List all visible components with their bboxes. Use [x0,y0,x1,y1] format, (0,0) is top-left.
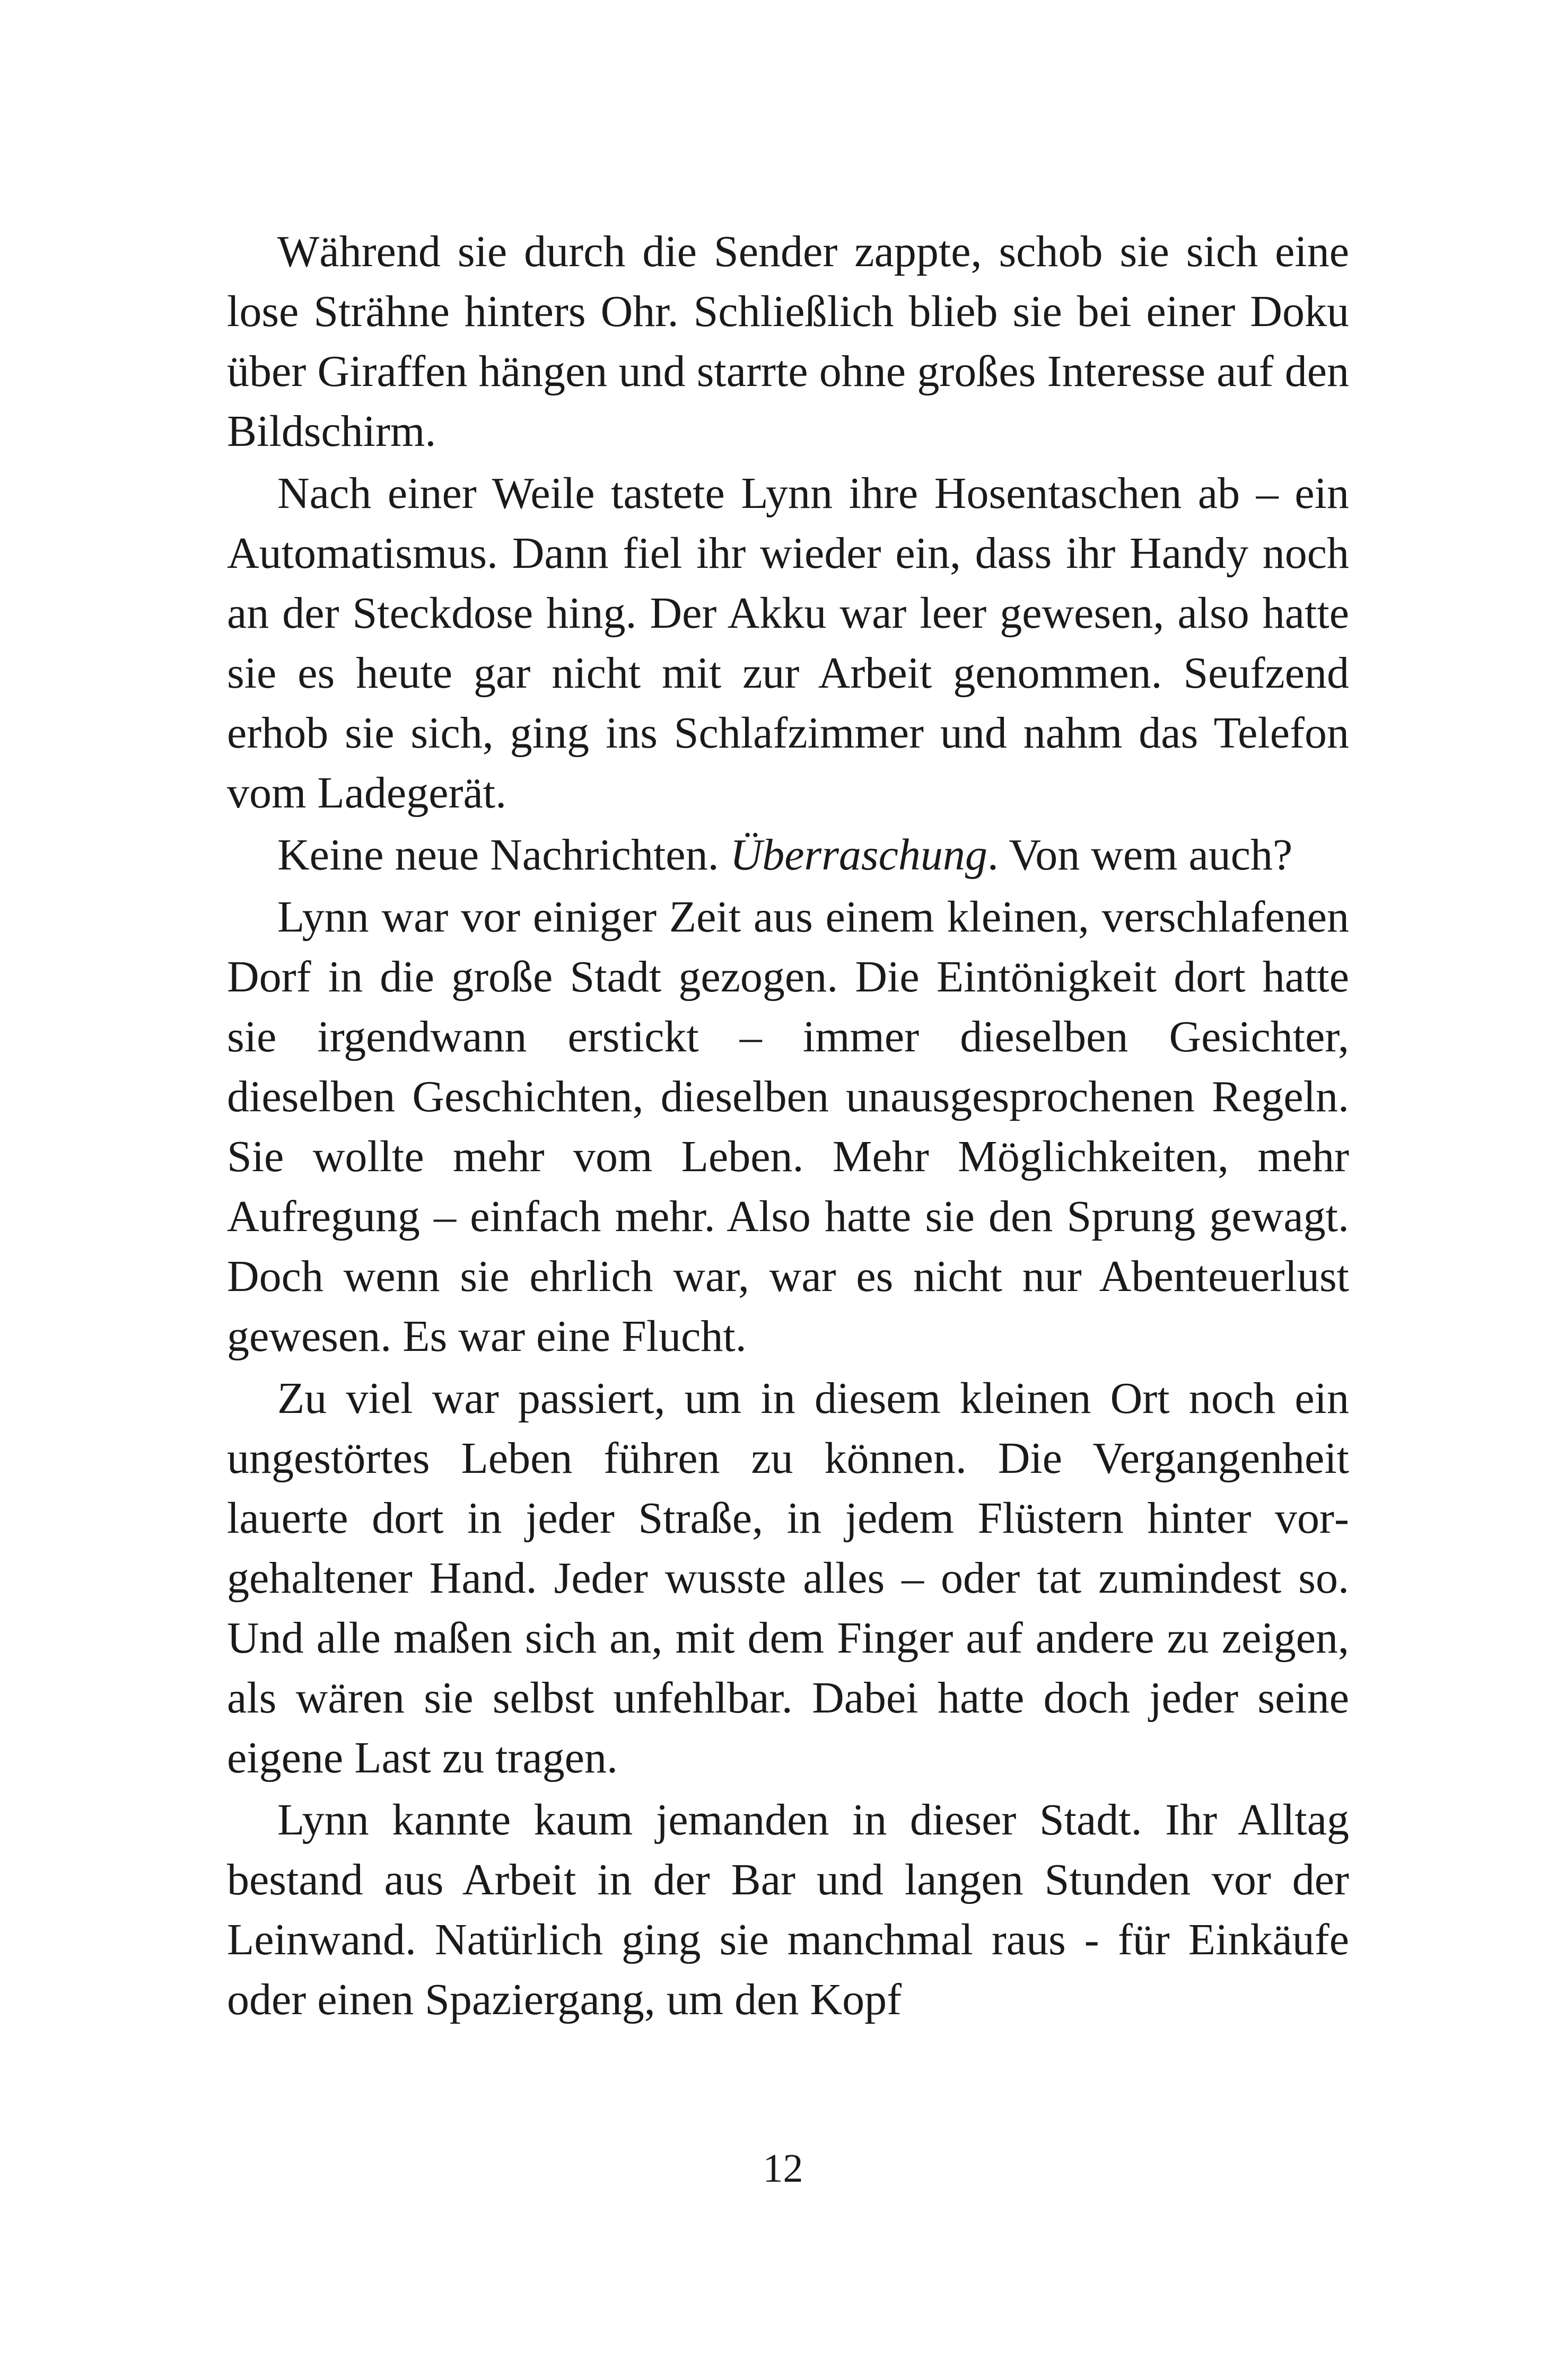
paragraph-5: Zu viel war passiert, um in diesem kleinen Ort noch ein ungestörtes Leben führen zu können. Die Vergangenheit lauerte dort in jeder Straße, in jedem Flüstern hinter vorgehaltener Hand. Jeder wusste alles – oder tat zumindest so. Und alle maßen sich an, mit dem Finger auf andere zu zeigen, als wären sie selbst unfehlbar. Dabei hatte doch jeder seine eigene Last zu tragen. [227,1374,1349,1782]
paragraph-3-text-before: Keine neue Nachrichten. [277,830,730,880]
paragraph-3 [227,825,1349,885]
paragraph-1: Während sie durch die Sender zappte, schob sie sich eine lose Strähne hinters Ohr. Schließlich blieb sie bei einer Doku über Giraffen hängen und starrte ohne großes Interesse auf den Bildschirm. [227,227,1349,456]
paragraph-3-emphasis: Überraschung [730,830,987,880]
paragraph-4: Lynn war vor einiger Zeit aus einem kleinen, verschlafenen Dorf in die große Stadt gezogen. Die Eintönigkeit dort hatte sie irgendwann erstickt – immer dieselben Gesichter, dieselben Geschichten, dieselben unausgesprochenen Regeln. Sie wollte mehr vom Leben. Mehr Möglichkeiten, mehr Aufregung – einfach mehr. Also hatte sie den Sprung gewagt. Doch wenn sie ehrlich war, war es nicht nur Abenteuerlust gewesen. Es war eine Flucht. [227,892,1349,1361]
paragraph-6: Lynn kannte kaum jemanden in dieser Stadt. Ihr Alltag bestand aus Arbeit in der Bar und langen Stunden vor der Leinwand. Natürlich ging sie manchmal raus - für Einkäufe oder einen Spaziergang, um den Kopf [227,1795,1349,2024]
paragraph-3-text-after: . Von wem auch? [987,830,1293,880]
paragraph-2: Nach einer Weile tastete Lynn ihre Hosentaschen ab – ein Automatismus. Dann fiel ihr wieder ein, dass ihr Handy noch an der Steckdose hing. Der Akku war leer gewesen, also hatte sie es heute gar nicht mit zur Arbeit genommen. Seufzend erhob sie sich, ging ins Schlafzimmer und nahm das Telefon vom Ladegerät. [227,469,1349,818]
body-text [227,222,1349,2030]
page-number: 12 [763,2146,803,2191]
